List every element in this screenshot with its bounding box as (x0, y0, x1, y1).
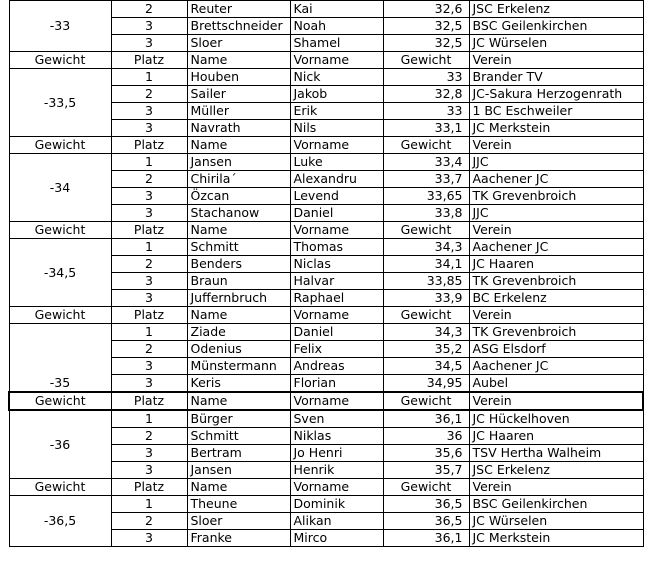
club-cell: Aachener JC (469, 171, 643, 188)
header-row (9, 222, 643, 239)
header-name: Name (187, 307, 290, 324)
weight-cell: 33,4 (383, 154, 469, 171)
firstname-cell: Nils (290, 120, 383, 137)
firstname-cell: Mirco (290, 530, 383, 547)
club-cell: 1 BC Eschweiler (469, 103, 643, 120)
weight-cell: 32,6 (383, 1, 469, 18)
header-name: Name (187, 52, 290, 69)
name-cell: Franke (187, 530, 290, 547)
name-cell: Jansen (187, 462, 290, 479)
firstname-cell: Florian (290, 375, 383, 393)
club-cell: BC Erkelenz (469, 290, 643, 307)
header-name: Name (187, 222, 290, 239)
header-weight: Gewicht (383, 307, 469, 324)
header-club: Verein (469, 137, 643, 154)
club-cell: BSC Geilenkirchen (469, 496, 643, 513)
header-place: Platz (111, 52, 187, 69)
name-cell: Benders (187, 256, 290, 273)
club-cell: TSV Hertha Walheim (469, 445, 643, 462)
name-cell: Brettschneider (187, 18, 290, 35)
header-firstname: Vorname (290, 222, 383, 239)
header-weight: Gewicht (383, 137, 469, 154)
firstname-cell: Shamel (290, 35, 383, 52)
weight-class-cell: -34,5 (9, 239, 111, 307)
header-weight: Gewicht (383, 479, 469, 496)
place-cell: 3 (111, 103, 187, 120)
weight-cell: 33,65 (383, 188, 469, 205)
weight-cell: 33 (383, 69, 469, 86)
weight-class-cell: -36 (9, 410, 111, 479)
weight-cell: 33,7 (383, 171, 469, 188)
place-cell: 2 (111, 428, 187, 445)
weight-cell: 32,8 (383, 86, 469, 103)
name-cell: Keris (187, 375, 290, 393)
place-cell: 1 (111, 496, 187, 513)
weight-class-cell: -33 (9, 1, 111, 52)
place-cell: 3 (111, 375, 187, 393)
club-cell: TK Grevenbroich (469, 188, 643, 205)
table-row (9, 496, 643, 513)
firstname-cell: Alexandru (290, 171, 383, 188)
header-row (9, 52, 643, 69)
place-cell: 3 (111, 530, 187, 547)
firstname-cell: Sven (290, 410, 383, 428)
firstname-cell: Felix (290, 341, 383, 358)
firstname-cell: Jo Henri (290, 445, 383, 462)
firstname-cell: Dominik (290, 496, 383, 513)
weight-cell: 35,2 (383, 341, 469, 358)
firstname-cell: Erik (290, 103, 383, 120)
weight-cell: 33,85 (383, 273, 469, 290)
club-cell: JC Würselen (469, 35, 643, 52)
weight-cell: 36,1 (383, 410, 469, 428)
weight-cell: 32,5 (383, 35, 469, 52)
header-weight-class: Gewicht (9, 52, 111, 69)
header-row (9, 479, 643, 496)
firstname-cell: Levend (290, 188, 383, 205)
name-cell: Schmitt (187, 239, 290, 256)
header-club: Verein (469, 222, 643, 239)
table-row (9, 239, 643, 256)
weight-cell: 33,8 (383, 205, 469, 222)
header-name: Name (187, 479, 290, 496)
club-cell: Brander TV (469, 69, 643, 86)
firstname-cell: Daniel (290, 205, 383, 222)
header-club: Verein (469, 479, 643, 496)
place-cell: 1 (111, 154, 187, 171)
table-row (9, 324, 643, 341)
firstname-cell: Thomas (290, 239, 383, 256)
club-cell: JSC Erkelenz (469, 1, 643, 18)
header-firstname: Vorname (290, 392, 383, 410)
name-cell: Stachanow (187, 205, 290, 222)
name-cell: Odenius (187, 341, 290, 358)
name-cell: Juffernbruch (187, 290, 290, 307)
name-cell: Jansen (187, 154, 290, 171)
weight-class-cell: -36,5 (9, 496, 111, 547)
header-firstname: Vorname (290, 52, 383, 69)
header-row (9, 392, 643, 410)
weight-cell: 34,1 (383, 256, 469, 273)
place-cell: 2 (111, 171, 187, 188)
header-club: Verein (469, 307, 643, 324)
firstname-cell: Daniel (290, 324, 383, 341)
club-cell: TK Grevenbroich (469, 273, 643, 290)
header-weight: Gewicht (383, 52, 469, 69)
weight-cell: 35,6 (383, 445, 469, 462)
place-cell: 2 (111, 341, 187, 358)
club-cell: Aachener JC (469, 239, 643, 256)
name-cell: Bertram (187, 445, 290, 462)
club-cell: JC Haaren (469, 428, 643, 445)
weight-cell: 36,1 (383, 530, 469, 547)
header-place: Platz (111, 479, 187, 496)
club-cell: Aubel (469, 375, 643, 393)
club-cell: JC Würselen (469, 513, 643, 530)
header-weight-class: Gewicht (9, 222, 111, 239)
club-cell: JC Merkstein (469, 120, 643, 137)
club-cell: ASG Elsdorf (469, 341, 643, 358)
club-cell: JC-Sakura Herzogenrath (469, 86, 643, 103)
weight-cell: 34,5 (383, 358, 469, 375)
firstname-cell: Halvar (290, 273, 383, 290)
place-cell: 2 (111, 86, 187, 103)
name-cell: Theune (187, 496, 290, 513)
header-weight-class: Gewicht (9, 137, 111, 154)
weight-class-cell: -34 (9, 154, 111, 222)
weight-cell: 34,3 (383, 324, 469, 341)
firstname-cell: Andreas (290, 358, 383, 375)
name-cell: Sloer (187, 35, 290, 52)
table-row (9, 1, 643, 18)
place-cell: 2 (111, 513, 187, 530)
header-weight: Gewicht (383, 392, 469, 410)
place-cell: 3 (111, 462, 187, 479)
header-place: Platz (111, 137, 187, 154)
header-club: Verein (469, 52, 643, 69)
club-cell: JC Haaren (469, 256, 643, 273)
place-cell: 3 (111, 188, 187, 205)
header-club: Verein (469, 392, 643, 410)
header-place: Platz (111, 222, 187, 239)
firstname-cell: Jakob (290, 86, 383, 103)
club-cell: JJC (469, 205, 643, 222)
firstname-cell: Kai (290, 1, 383, 18)
firstname-cell: Raphael (290, 290, 383, 307)
results-body (9, 1, 643, 547)
weight-cell: 34,95 (383, 375, 469, 393)
place-cell: 3 (111, 358, 187, 375)
header-weight-class: Gewicht (9, 479, 111, 496)
firstname-cell: Alikan (290, 513, 383, 530)
weight-cell: 36,5 (383, 496, 469, 513)
header-firstname: Vorname (290, 307, 383, 324)
weight-cell: 33,1 (383, 120, 469, 137)
firstname-cell: Henrik (290, 462, 383, 479)
club-cell: JC Merkstein (469, 530, 643, 547)
name-cell: Chirila´ (187, 171, 290, 188)
weight-cell: 34,3 (383, 239, 469, 256)
club-cell: JJC (469, 154, 643, 171)
weight-cell: 33,9 (383, 290, 469, 307)
header-name: Name (187, 137, 290, 154)
name-cell: Özcan (187, 188, 290, 205)
name-cell: Ziade (187, 324, 290, 341)
header-firstname: Vorname (290, 137, 383, 154)
place-cell: 3 (111, 120, 187, 137)
weight-class-cell: -35 (9, 324, 111, 393)
name-cell: Sailer (187, 86, 290, 103)
place-cell: 1 (111, 410, 187, 428)
table-row (9, 69, 643, 86)
weight-cell: 33 (383, 103, 469, 120)
header-row (9, 137, 643, 154)
results-sheet (8, 0, 642, 547)
place-cell: 3 (111, 18, 187, 35)
place-cell: 3 (111, 290, 187, 307)
header-place: Platz (111, 392, 187, 410)
place-cell: 2 (111, 256, 187, 273)
name-cell: Navrath (187, 120, 290, 137)
firstname-cell: Noah (290, 18, 383, 35)
weight-cell: 35,7 (383, 462, 469, 479)
table-row (9, 410, 643, 428)
name-cell: Müller (187, 103, 290, 120)
place-cell: 2 (111, 1, 187, 18)
club-cell: BSC Geilenkirchen (469, 18, 643, 35)
place-cell: 1 (111, 69, 187, 86)
header-row (9, 307, 643, 324)
place-cell: 3 (111, 205, 187, 222)
place-cell: 3 (111, 35, 187, 52)
name-cell: Braun (187, 273, 290, 290)
club-cell: Aachener JC (469, 358, 643, 375)
place-cell: 3 (111, 273, 187, 290)
weight-cell: 32,5 (383, 18, 469, 35)
name-cell: Bürger (187, 410, 290, 428)
header-weight: Gewicht (383, 222, 469, 239)
header-place: Platz (111, 307, 187, 324)
club-cell: JSC Erkelenz (469, 462, 643, 479)
name-cell: Schmitt (187, 428, 290, 445)
name-cell: Münstermann (187, 358, 290, 375)
weight-cell: 36,5 (383, 513, 469, 530)
header-weight-class: Gewicht (9, 392, 111, 410)
firstname-cell: Nick (290, 69, 383, 86)
place-cell: 3 (111, 445, 187, 462)
results-table (8, 0, 644, 547)
header-firstname: Vorname (290, 479, 383, 496)
place-cell: 1 (111, 239, 187, 256)
weight-class-cell: -33,5 (9, 69, 111, 137)
place-cell: 1 (111, 324, 187, 341)
name-cell: Reuter (187, 1, 290, 18)
club-cell: JC Hückelhoven (469, 410, 643, 428)
firstname-cell: Niclas (290, 256, 383, 273)
firstname-cell: Luke (290, 154, 383, 171)
header-weight-class: Gewicht (9, 307, 111, 324)
firstname-cell: Niklas (290, 428, 383, 445)
name-cell: Houben (187, 69, 290, 86)
table-row (9, 154, 643, 171)
name-cell: Sloer (187, 513, 290, 530)
weight-cell: 36 (383, 428, 469, 445)
club-cell: TK Grevenbroich (469, 324, 643, 341)
header-name: Name (187, 392, 290, 410)
